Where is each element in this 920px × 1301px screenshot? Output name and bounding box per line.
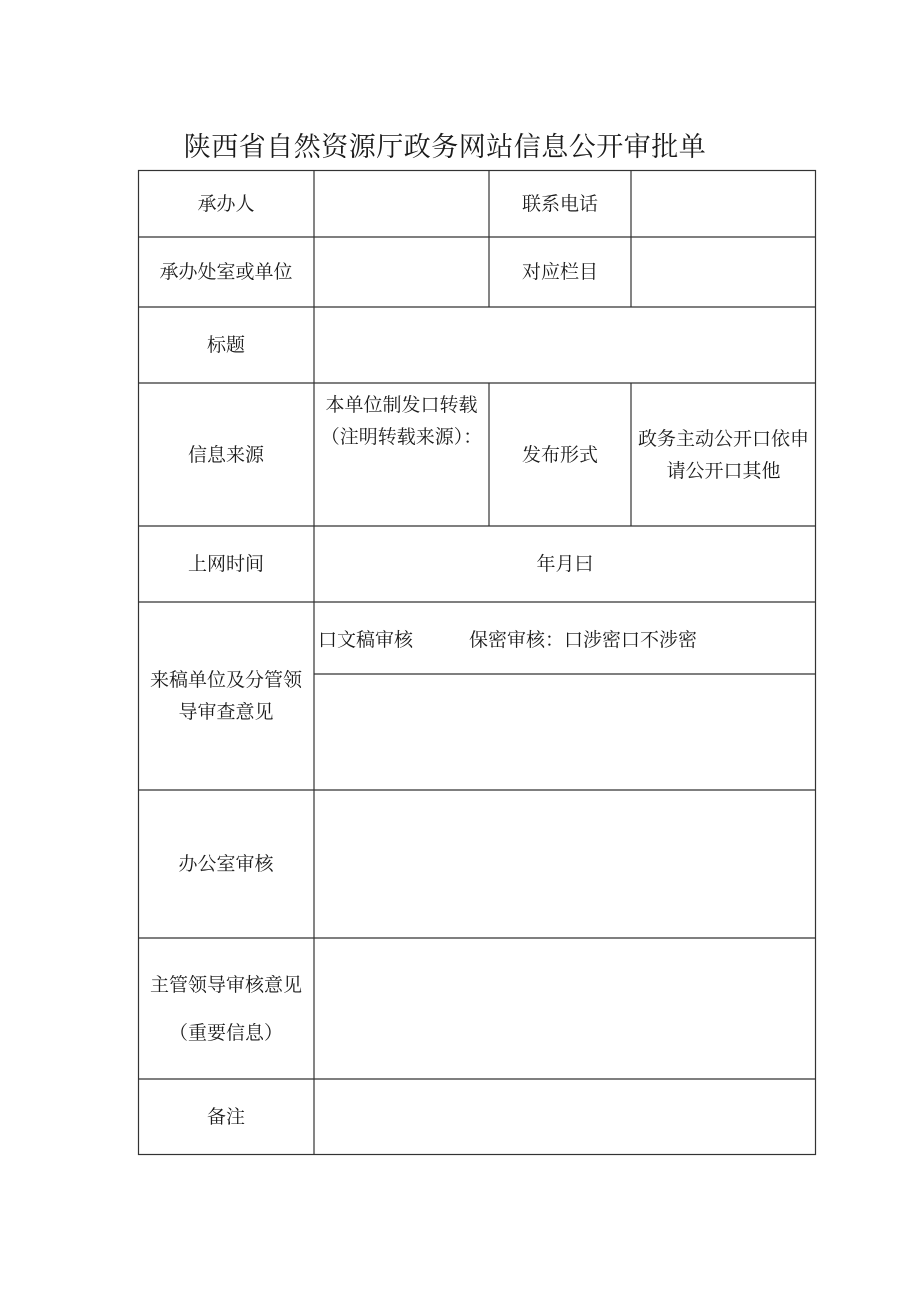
source-options[interactable]: 本单位制发口转载（注明转载来源）：	[320, 394, 483, 448]
handler-label: 承办人	[197, 192, 255, 215]
office-review-field[interactable]	[314, 790, 816, 938]
office-review-label: 办公室审核	[178, 853, 274, 875]
subject-field[interactable]	[314, 307, 816, 383]
remarks-label: 备注	[206, 1106, 245, 1128]
document-title: 陕西省自然资源厅政务网站信息公开审批单	[183, 132, 707, 163]
leader-review-field[interactable]	[314, 938, 816, 1079]
source-label: 信息来源	[187, 443, 264, 466]
publish-form-options[interactable]: 政务主动公开口依申请公开口其他	[637, 428, 809, 482]
online-time-label: 上网时间	[187, 553, 264, 575]
dept-field[interactable]	[314, 237, 489, 307]
leader-review-label: 主管领导审核意见（重要信息）	[149, 973, 302, 1044]
review-label: 来稿单位及分管领导审查意见	[149, 669, 302, 723]
subject-label: 标题	[206, 334, 245, 356]
publish-form-label: 发布形式	[521, 443, 598, 466]
phone-label: 联系电话	[521, 192, 598, 215]
handler-field[interactable]	[314, 170, 489, 237]
review-opinion-field[interactable]	[314, 674, 816, 790]
column-label: 对应栏目	[521, 261, 598, 283]
draft-review-option[interactable]: 口文稿审核	[318, 628, 414, 651]
phone-field[interactable]	[631, 170, 816, 237]
review-checkbox-line	[318, 602, 816, 674]
secrecy-review-option[interactable]: 保密审核：口涉密口不涉密	[469, 628, 698, 651]
dept-label: 承办处室或单位	[159, 261, 293, 283]
remarks-field[interactable]	[314, 1079, 816, 1155]
approval-form-table	[138, 170, 816, 1155]
online-time-value[interactable]: 年月曰	[536, 553, 594, 575]
column-field[interactable]	[631, 237, 816, 307]
